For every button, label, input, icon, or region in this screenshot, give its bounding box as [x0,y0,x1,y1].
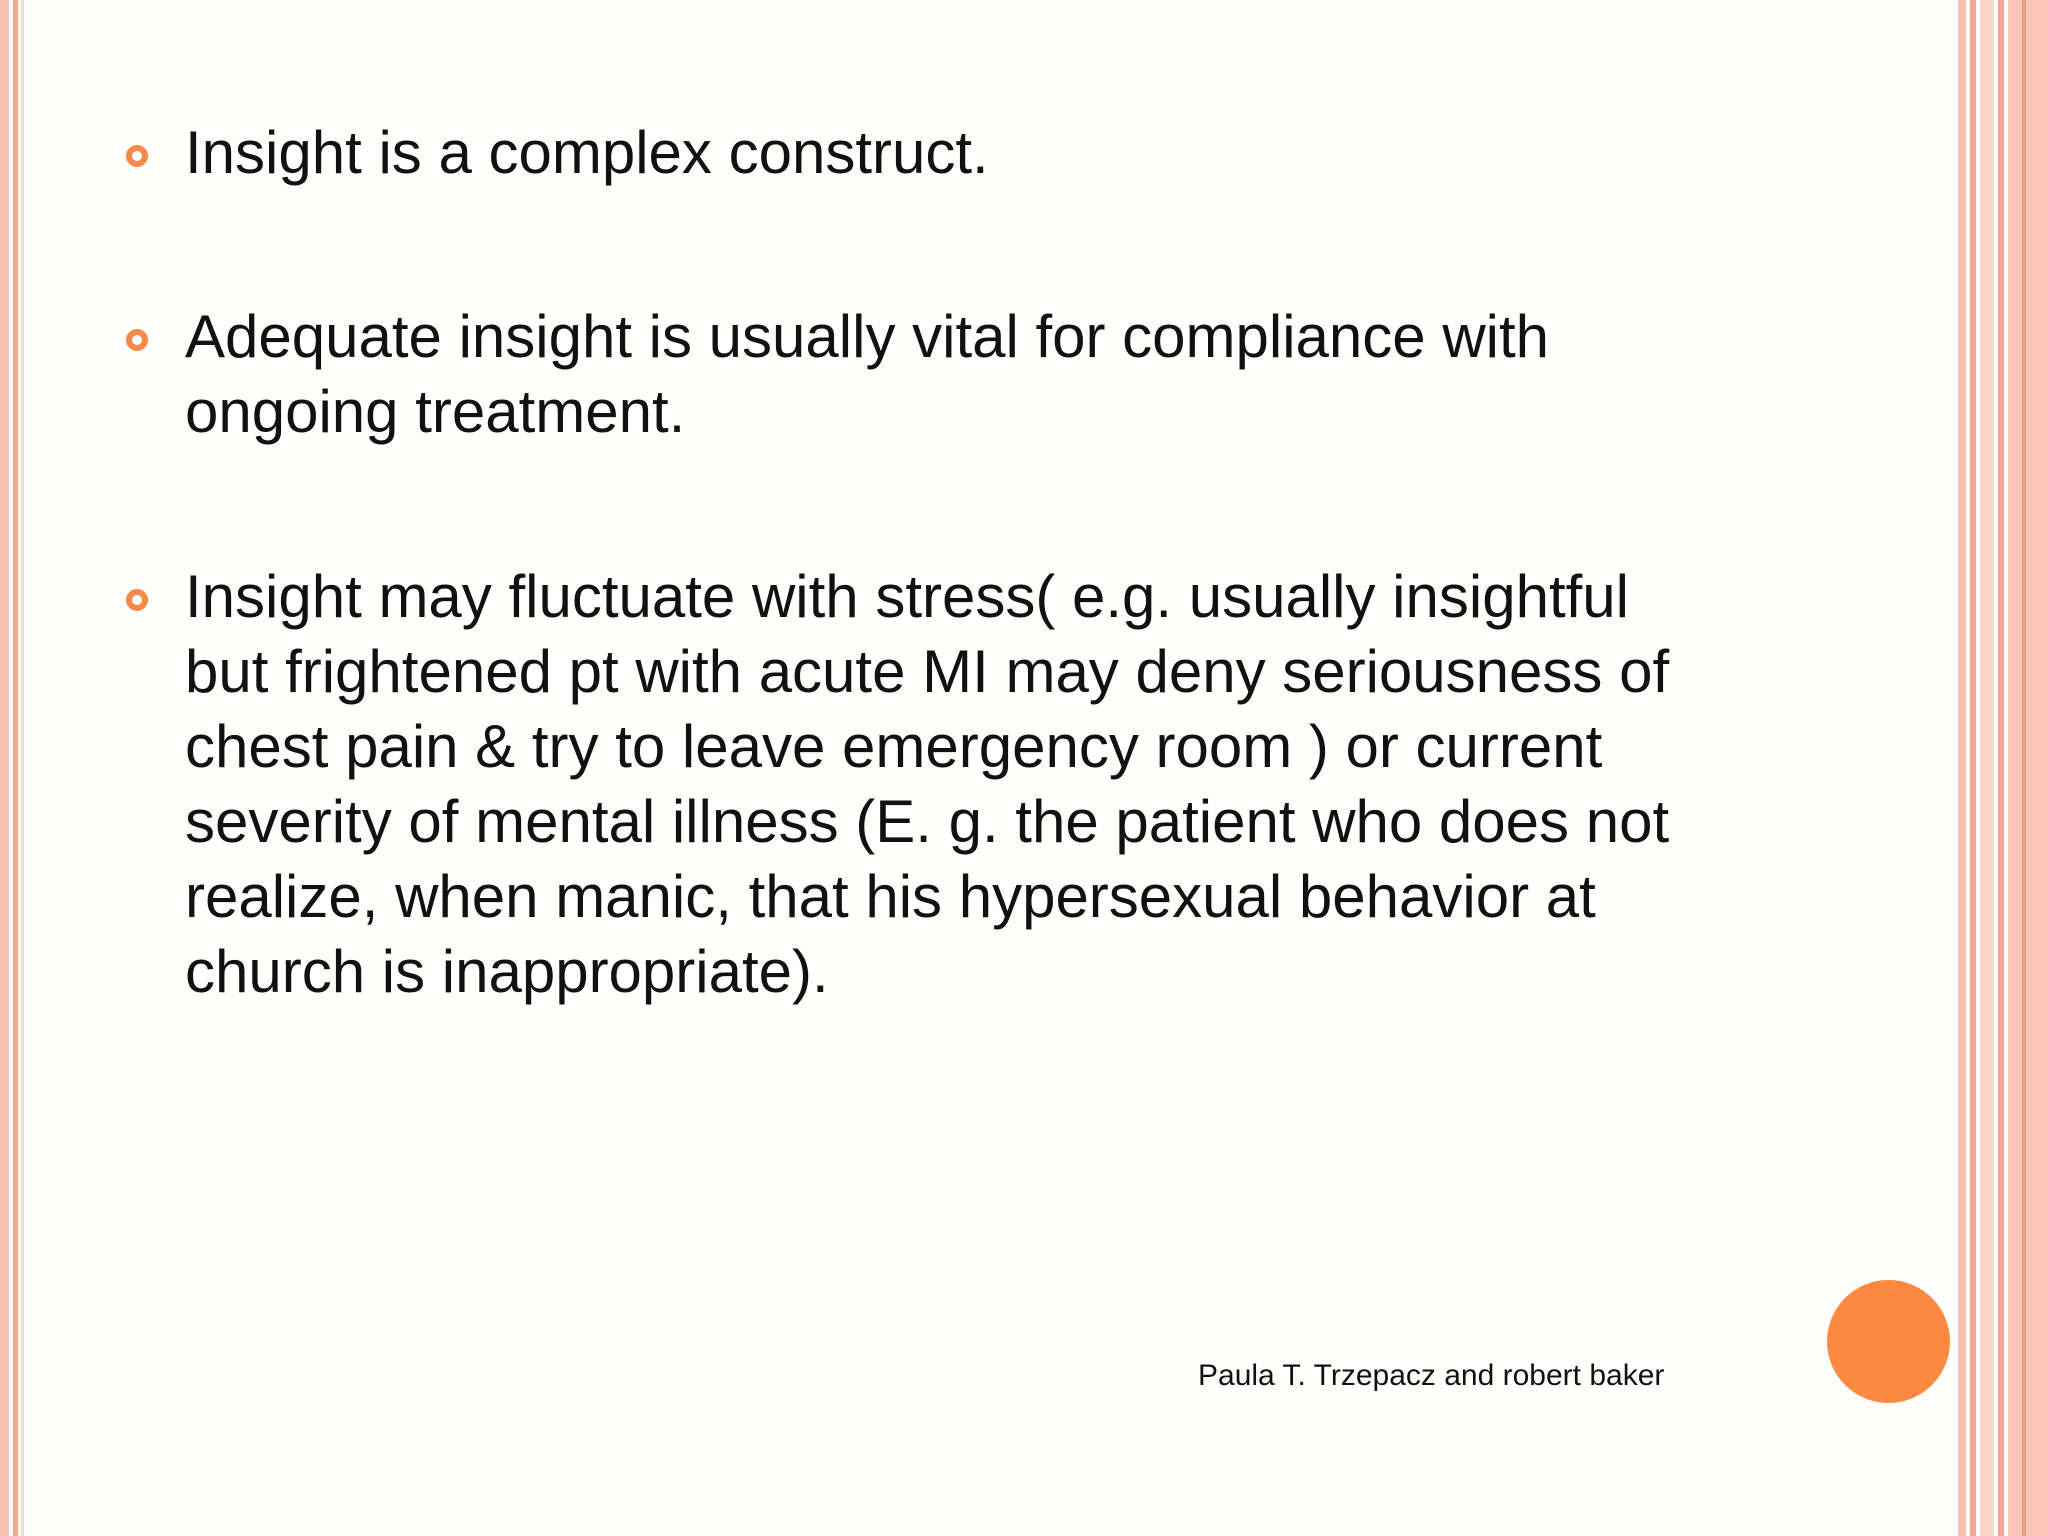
right-border-stripe [1998,0,2004,1536]
bullet-text: Insight is a complex construct. [185,119,989,186]
bullet-text: Insight may fluctuate with stress( e.g. usually insightful but frightened pt with acute MI may deny seriousness of chest pain & try to leave emergency room ) or current severity of mental illness (E. g. the patient who does not realize, when manic, that his hypersexual behavior at church is inappropriate). [185,563,1670,1005]
left-border-stripe [0,0,9,1536]
hollow-circle-bullet-icon [126,589,148,611]
right-border-stripe [1958,0,1966,1536]
footer-credit: Paula T. Trzepacz and robert baker [1198,1359,1665,1392]
right-border-stripe [2022,0,2026,1536]
orange-circle-decoration-icon [1827,1280,1950,1403]
bullet-text: Adequate insight is usually vital for compliance with ongoing treatment. [185,303,1550,445]
right-border-stripe [2008,0,2048,1536]
hollow-circle-bullet-icon [126,329,148,351]
left-border-stripe [21,0,24,1536]
left-border-stripe [13,0,18,1536]
hollow-circle-bullet-icon [126,145,148,167]
right-border-stripe [1970,0,1976,1536]
right-border-stripe [1980,0,1994,1536]
